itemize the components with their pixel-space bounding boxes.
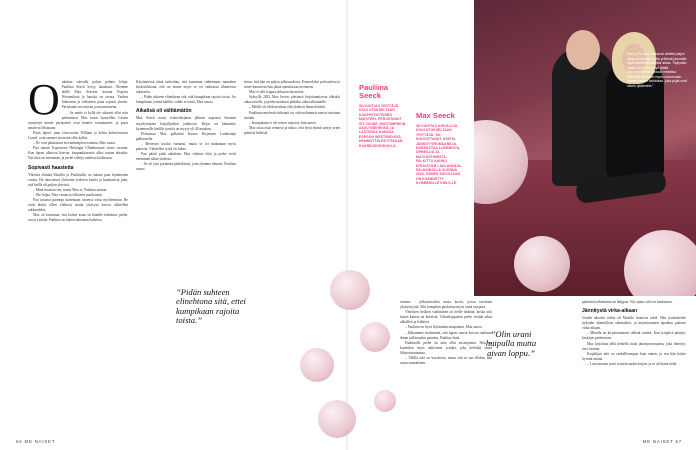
paragraph: Yhteisten hetkien vaaliminen on heille tärkeää, koska arki lasten kanssa on kiireistä. Viikonloppuisin perhe viettää aikaa ulkoillen ja leikkien. <box>400 310 492 325</box>
paragraph: – Välillä arki on kaoottista, mutta sitä se saa ollakin, hän sanoo naurahtaen. <box>400 356 492 366</box>
paragraph: – Ne ovat pääasiassa isovanhempien ostamia, Max sanoo. <box>33 141 117 146</box>
paragraph: Kirjailijan arki on rauhallisempaa kuin ennen, ja sen hän kokee hyvänä asiana. <box>582 351 686 361</box>
paragraph: – Pauliina on hyvä löytämään tasapainon, Max sanoo. <box>405 325 483 330</box>
paragraph: Max ei silti kaipaa jatkuvaa huomiota. <box>249 90 305 95</box>
paragraph: Elokuussa Max palkittiin Kauno Kirjastam Laulavanja palkinnolla. <box>136 131 236 141</box>
profile-box-pauliina <box>359 84 407 148</box>
paragraph: – Se matto ei kyllä ole oikeasti ollut niin pehmoinen, Max sanoo hymyillen. Lasten synnyttyä monet periaatteet ovat kenties romuttuneet, ja pojat nauttivat leluistaan. <box>28 110 128 130</box>
photo-caption: Max ja Pauliina haluavat viettää paljon aikaa perheenä mutta yrittävät järjestää myös kahdenkeskeistä aikaa. ”Nykyään lapset on jo helpompi jättää isovanhemmille hoitoon hetkeksi. Olemme löytäneet myös mummolan ihanan kaiken kaikkiaan, joka pojat ovat oikein tykänneet.” <box>627 52 687 88</box>
paragraph: – Meillä oli vihdoin aikaa olla yhdessä ilman kiirettä. <box>249 105 326 110</box>
paragraph: – Ole hiljaa, Max vastaa ja vilkaisee puolisoaan. <box>33 192 103 197</box>
paragraph: – Minä muistan sen, mutta Max ei, Pauliina nauraa. <box>33 187 108 192</box>
pull-quote-left: ”Pidän suhteen elinehtona sitä, ettei kumpikaan rajoita toista.” <box>176 287 246 326</box>
profile-box-max <box>416 112 462 186</box>
page-number-right: ME NAISET 67 <box>642 439 682 444</box>
left-column-1 <box>28 75 128 223</box>
intro-paragraph: Onkohan sohvalla paljon pehmo leluja, Pauliina Seeck kysyy hauskasti. Olemme täällä Max Seeckin kotona Espoon Westendissä ja hauska on tavata. Vaaleat hiuksensa ja valkoinen paita sopivat yhteen. Pariskunta on rentona ja nauravaisena. <box>28 75 128 124</box>
paragraph: Pauliinan mielestä tärkeintä on, että molemmat saavat toteuttaa itseään. <box>244 110 340 120</box>
balloon-decoration <box>360 322 390 352</box>
paragraph: Pari muutti Espooseen Helsingin Ullanlinnasta viime vuonna. Kun lapset alkoivat kasvaa, kaupunkiasunto alkoi tuntua ahtaalta. Nyt tilaa on enemmän, ja perhe viihtyy uudessa kodissaan. <box>28 146 128 161</box>
paragraph: Max on kuvannut, että kolme asiaa on hänelle tärkeintä: perhe, ura ja ystävät. Pauliina on hänen tukenaan kaikessa. <box>28 213 128 223</box>
man-head <box>566 30 600 70</box>
balloon-decoration <box>374 390 396 412</box>
subheading-aikalisa: Aikalisä oli välttämätön <box>136 108 192 115</box>
drop-cap: O <box>28 75 60 124</box>
paragraph: tomana - julkaisevatkin uusia kuvia, joissa tarvitaan yksityisyyttä. Silti kumpikin puolustaa myös omia rajojaan. <box>400 300 492 310</box>
paragraph: Max Seeck nousi esikoiskirjansa jälkeen nopeasti Suomen myydyimpien kirjailijoiden joukkoon. Kirjat on käännetty kymmenille kielille ja niitä on myyty yli 40 maahan. <box>136 116 236 131</box>
paragraph: Vaudet takaisin töihin oli Maxille luonteva askel. Hän työskentelee nykyään säännöllisin aikatauluin, ja kirjoittaminen tapahtuu pääosin virka-aikaan. <box>582 316 686 331</box>
paragraph: Syksyllä 2022 Max kertoo jäävänsä kirjoittamisesta vähäksi aikaa tauolle, ja perhe matkusti pitkäksi aikaa ulkomaille. <box>244 95 340 105</box>
page-number-left: 66 ME NAISET <box>16 439 56 444</box>
profile-text: 38-VUOTIAS KIRJAILIJA, KOULUTUKSELTAAN YRITTÄJÄ. ON KIRJOITTANUT USEITA JÄNNITYSROMAANEJA. HARRASTAA LUKEMISTA, URHEILUA JA MATKUSTAMISTA. PALKITTU KAUNO KIRJASTAM LAULAVANJA-PALKINNOLLA VUONNA 2023. HÄNEN KIRJOJAAN ON KÄÄNNETTY KYMMENILLE KIELILLE. <box>416 124 463 186</box>
paragraph: Pari tutustui parempi tuntemaan toisensa vasta myöhemmin. He eivät aluksi olleet yhdessä, mutta ystävyys kasvoi vähitellen rakkaudeksi. <box>28 197 128 213</box>
left-column-2 <box>136 80 236 173</box>
paragraph: tietoa, että hän on paljon julkisuudessa. Esimerkiksi podcastissa ja some-kanavissa hän jakaa ajatuksiaan avoimesti. <box>244 80 340 90</box>
paragraph: Parin lapset, pian viisivuotias William ja kohta kolmevuotias Lionel, ovat saaneet tavaroita yllin kyllin. <box>28 130 128 141</box>
paragraph: – Pidän suhteen elinehtona sitä, että kumpikaan rajoita toista. Jos kumpikaan yrittää kahlita, suhde ei toimi, Max sanoo. <box>136 95 236 105</box>
paragraph: Pari päätti pitää aikalisän. Max vähensi töitä ja perhe vietti enemmän aikaa yhdessä. <box>136 152 236 162</box>
paragraph: Max kirjoittaa tällä hetkellä uutta jännitysromaania, joka ilmestyy ensi vuonna. <box>582 341 686 351</box>
paragraph: Max ottaa asiat rennosti ja uskoo, että hyvä elämä syntyy arjen pienistä hetkistä. <box>244 125 340 135</box>
paragraph: Käytännössä tämä tarkoittaa, että kaummat suhteemme nanolenn keskiviikkona, että on ennen myös se on vaikeassa tilanteessa rakastettu. <box>136 80 236 95</box>
left-column-3 <box>244 80 340 136</box>
balloon-decoration <box>318 400 356 438</box>
paragraph: – Kumpikaan ei ole toisen varjossa, hän sanoo. <box>249 120 317 125</box>
balloon-decoration <box>330 270 370 310</box>
paragraph: – Se oli yksi parhaista päätöksistä, joita olemme tehneet, Pauliina sanoo. <box>136 162 236 172</box>
profile-name: Pauliina Seeck <box>359 83 389 100</box>
subheading-jannitysta: Jännitystä virka-aikaan <box>582 308 638 315</box>
right-column-2 <box>582 300 686 367</box>
profile-text: 36-VUOTIAS YRITTÄJÄ, KOULUTUKSELTAAN KAUPPATIETEIDEN MAISTERI. PERUSTANUT SIY-ZIOINE -MUOTIMERKIN. ASUU MIEHENSÄ JA LASTENSA KANSSA ESPOON WESTENDISSÄ. HEMMOTTELEE ITSEÄÄN KAUNEUSHOIDOILLA. <box>359 104 407 148</box>
balloon-decoration <box>300 348 334 382</box>
paragraph: Yhteistä elämää Maxilla ja Pauliinalla on takana pian kymmenen vuotta. He tutustuivat yhteisten ystävien kautta ja huomasivat pian, että heillä oli paljon yhteistä. <box>28 172 128 187</box>
pull-quote-right: ”Olin urani huipulla mutta aivan loppu.” <box>485 329 537 358</box>
paragraph: – Luin muuten juuri ystävän uuden kirjan, ja se oli ihana hetki. <box>587 361 678 366</box>
couple-photo <box>474 0 696 296</box>
paragraph: päätösten tekeminen on helppoa. Nyt ajatus siitä on kaukainen. <box>582 300 673 304</box>
paragraph: Pauliinalle perhe on aina ollut ensisijainen. Hän on kuitenkin myös aktiivinen yrittäjä, joka kehittää omaa liiketoimintaansa. <box>400 340 492 355</box>
balloon-shape <box>514 236 570 292</box>
paragraph: – Haluamme molemmat, että lapset saavat kasvaa rauhassa ilman julkisuuden painetta, Pauliina lisää. <box>400 330 492 340</box>
subheading-sopivasti-haastetta: Sopivasti haastetta <box>28 164 74 171</box>
paragraph: – Menestys kuului varmasti, mutta se toi mukanaan myös paineita. Vähitellen työtä oli liikaa. <box>136 141 236 152</box>
paragraph: – Minulla on kirjoittamiseen selkeät rutiinit. Kun työpäivä päättyy, keskityn perheeseen. <box>582 331 686 341</box>
profile-name: Max Seeck <box>416 111 455 120</box>
